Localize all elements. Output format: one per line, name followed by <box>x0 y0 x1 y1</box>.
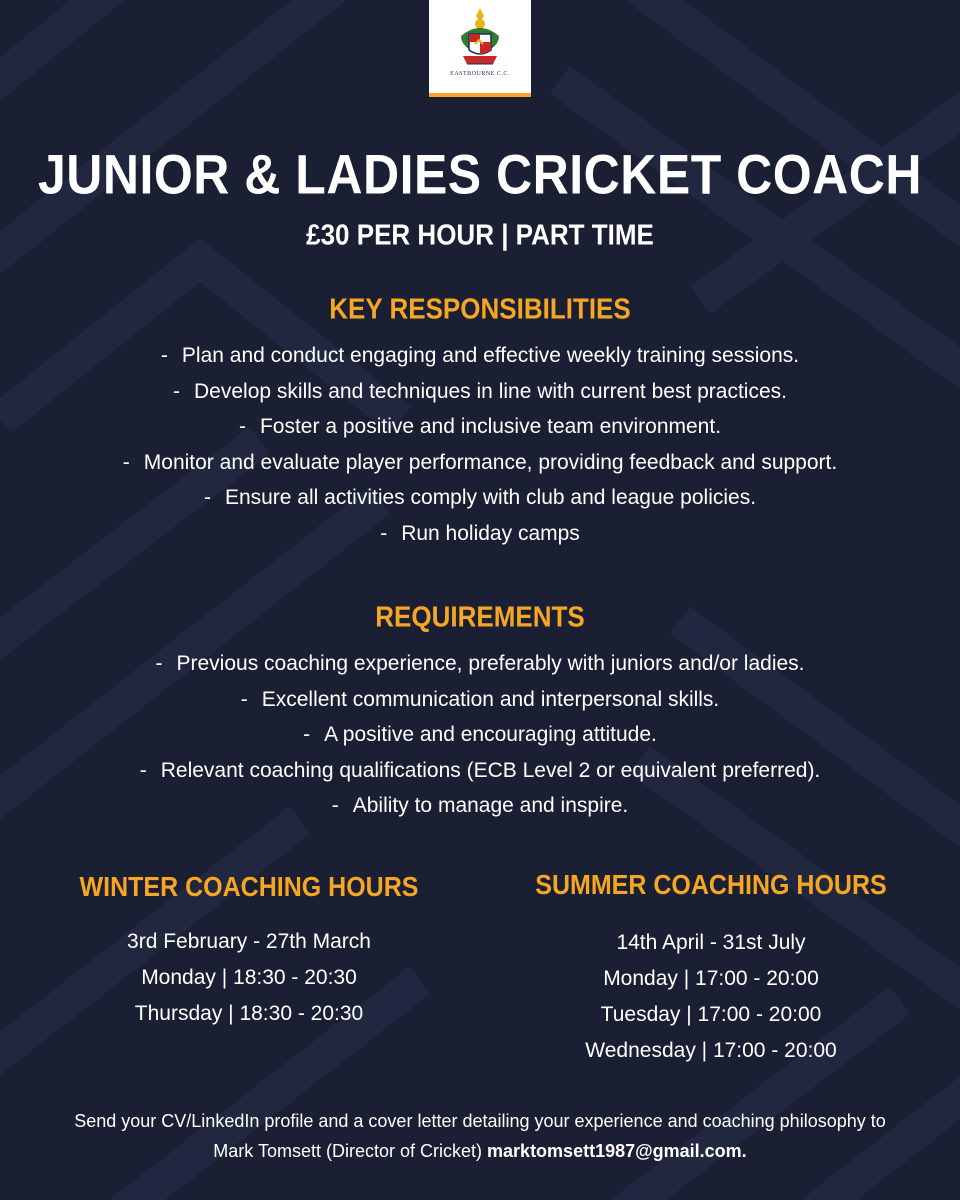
club-crest-icon <box>453 6 507 72</box>
summer-tuesday: Tuesday | 17:00 - 20:00 <box>600 1003 822 1026</box>
application-instructions <box>0 1106 960 1166</box>
list-item: - Relevant coaching qualifications (ECB Level 2 or equivalent preferred). <box>139 758 821 782</box>
list-item: - Excellent communication and interpersonal skills. <box>240 687 720 711</box>
list-item: - Plan and conduct engaging and effective weekly training sessions. <box>160 344 800 367</box>
contact-name: Mark Tomsett (Director of Cricket) <box>213 1141 483 1161</box>
club-name-text: EASTBOURNE C.C. <box>450 71 510 77</box>
contact-email: marktomsett1987@gmail.com. <box>487 1141 747 1161</box>
winter-hours-heading: WINTER COACHING HOURS <box>79 872 419 903</box>
job-subtitle: £30 PER HOUR | PART TIME <box>306 218 654 251</box>
winter-date-range: 3rd February - 27th March <box>127 930 371 953</box>
footer-line-2 <box>0 1136 960 1166</box>
summer-monday: Monday | 17:00 - 20:00 <box>603 967 819 990</box>
responsibilities-heading: KEY RESPONSIBILITIES <box>329 292 631 325</box>
requirements-heading: REQUIREMENTS <box>375 600 585 633</box>
list-item: - Foster a positive and inclusive team environment. <box>238 415 722 438</box>
list-item: - Previous coaching experience, preferably with juniors and/or ladies. <box>155 652 805 675</box>
logo-stripe-navy <box>429 97 531 103</box>
summer-date-range: 14th April - 31st July <box>616 931 806 954</box>
requirements-list <box>0 646 960 824</box>
list-item: - A positive and encouraging attitude. <box>303 723 657 746</box>
footer-line-1: Send your CV/LinkedIn profile and a cover letter detailing your experience and coaching philosophy to <box>74 1111 886 1131</box>
list-item: - Ability to manage and inspire. <box>331 794 629 817</box>
job-title: JUNIOR & LADIES CRICKET COACH <box>38 143 922 206</box>
winter-hours-list <box>49 924 449 1032</box>
winter-thursday: Thursday | 18:30 - 20:30 <box>134 1002 364 1025</box>
list-item: - Monitor and evaluate player performance, providing feedback and support. <box>122 450 838 474</box>
summer-wednesday: Wednesday | 17:00 - 20:00 <box>585 1039 837 1062</box>
summer-hours-list <box>511 925 911 1069</box>
winter-monday: Monday | 18:30 - 20:30 <box>141 966 357 989</box>
club-logo-card <box>429 0 531 103</box>
list-item: - Run holiday camps <box>380 521 580 545</box>
list-item: - Ensure all activities comply with club and league policies. <box>203 486 757 509</box>
summer-hours-heading: SUMMER COACHING HOURS <box>535 870 887 901</box>
responsibilities-list <box>0 338 960 551</box>
list-item: - Develop skills and techniques in line with current best practices. <box>173 379 787 403</box>
